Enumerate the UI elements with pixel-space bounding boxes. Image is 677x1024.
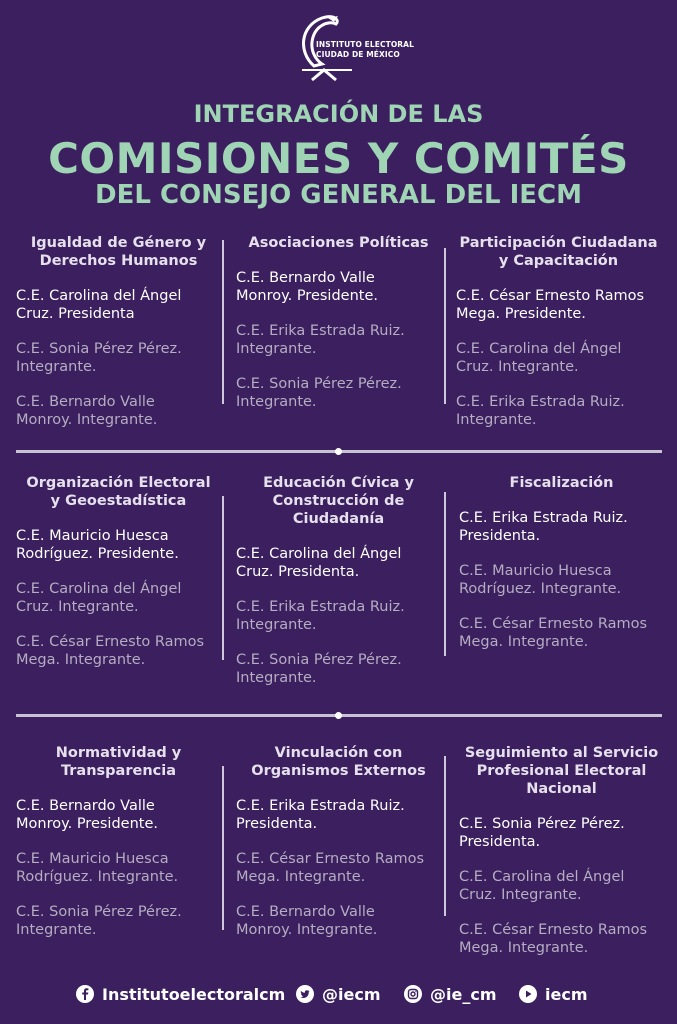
commission-title <box>459 474 664 492</box>
member-line: C.E. Sonia Pérez Pérez. <box>459 816 625 832</box>
commission-title <box>16 744 221 780</box>
commission-card <box>236 234 441 411</box>
commission-member <box>16 580 221 616</box>
commission-member <box>236 375 441 411</box>
instagram-icon <box>404 985 422 1003</box>
member-line: Integrante. <box>236 394 317 410</box>
commission-card <box>16 744 221 939</box>
member-line: Presidenta. <box>459 528 541 544</box>
commission-title-line: Normatividad y <box>55 745 182 761</box>
member-line: Integrante. <box>236 341 317 357</box>
commission-member <box>236 850 441 886</box>
twitter-link[interactable]: @iecm <box>296 980 381 1008</box>
commission-title-line: y Capacitación <box>498 253 619 269</box>
member-line: Integrante. <box>236 617 317 633</box>
social-footer <box>0 980 677 1008</box>
member-line: Cruz. Integrante. <box>16 599 139 615</box>
commission-member <box>456 340 661 376</box>
member-line: Cruz. Integrante. <box>456 359 579 375</box>
commission-title <box>236 474 441 528</box>
divider-vertical <box>444 492 446 656</box>
commission-title <box>16 474 221 510</box>
commission-title-line: Nacional <box>526 781 597 797</box>
member-line: C.E. Mauricio Huesca <box>459 563 612 579</box>
member-line: Presidenta. <box>236 816 318 832</box>
commission-member <box>456 393 661 429</box>
member-line: C.E. Erika Estrada Ruiz. <box>236 599 405 615</box>
commission-card <box>456 234 661 429</box>
commission-title-line: Fiscalización <box>509 475 614 491</box>
divider-dot <box>335 448 342 455</box>
commission-title <box>16 234 221 270</box>
commission-president <box>236 797 441 833</box>
member-line: C.E. César Ernesto Ramos <box>236 851 425 867</box>
commission-title-line: Derechos Humanos <box>39 253 198 269</box>
commission-title-line: Educación Cívica y <box>263 475 414 491</box>
member-line: C.E. Carolina del Ángel <box>459 869 625 885</box>
commission-member <box>236 903 441 939</box>
member-line: Mega. Integrante. <box>459 634 589 650</box>
member-line: Integrante. <box>456 412 537 428</box>
commission-card <box>16 234 221 429</box>
member-line: C.E. Sonia Pérez Pérez. <box>236 652 402 668</box>
member-line: Cruz. Presidenta. <box>236 564 360 580</box>
member-line: C.E. Mauricio Huesca <box>16 851 169 867</box>
divider-vertical <box>222 766 224 930</box>
member-line: C.E. Sonia Pérez Pérez. <box>236 376 402 392</box>
facebook-link[interactable]: Institutoelectoralcm <box>76 980 285 1008</box>
commission-president <box>16 527 221 563</box>
member-line: Cruz. Presidenta <box>16 306 135 322</box>
commission-title-line: Igualdad de Género y <box>30 235 207 251</box>
facebook-icon <box>76 985 94 1003</box>
commission-president <box>459 509 664 545</box>
member-line: Mega. Integrante. <box>236 869 366 885</box>
member-line: C.E. Erika Estrada Ruiz. <box>459 510 628 526</box>
commission-card <box>236 474 441 687</box>
member-line: Mega. Integrante. <box>16 652 146 668</box>
member-line: C.E. César Ernesto Ramos <box>456 288 645 304</box>
commission-title-line: Transparencia <box>60 763 176 779</box>
member-line: C.E. César Ernesto Ramos <box>459 922 648 938</box>
member-line: C.E. Erika Estrada Ruiz. <box>236 798 405 814</box>
member-line: C.E. Bernardo Valle <box>236 904 375 920</box>
commission-member <box>16 850 221 886</box>
commission-title-line: Seguimiento al Servicio <box>464 745 659 761</box>
commission-member <box>459 615 664 651</box>
member-line: C.E. Mauricio Huesca <box>16 528 169 544</box>
commission-member <box>459 921 664 957</box>
instagram-link[interactable]: @ie_cm <box>404 980 497 1008</box>
member-line: C.E. Sonia Pérez Pérez. <box>16 904 182 920</box>
title-line-3: DEL CONSEJO GENERAL DEL IECM <box>95 180 582 210</box>
member-line: C.E. Erika Estrada Ruiz. <box>236 323 405 339</box>
member-line: Integrante. <box>16 359 97 375</box>
member-line: Mega. Integrante. <box>459 940 589 956</box>
member-line: C.E. Bernardo Valle <box>236 270 375 286</box>
commission-member <box>236 651 441 687</box>
commission-title-line: y Geoestadística <box>50 493 187 509</box>
commission-president <box>236 545 441 581</box>
member-line: Mega. Presidente. <box>456 306 586 322</box>
commission-title-line: Vinculación con <box>274 745 403 761</box>
member-line: C.E. Carolina del Ángel <box>456 341 622 357</box>
commission-member <box>236 322 441 358</box>
commission-card <box>459 474 664 651</box>
page-title: COMISIONES Y COMITÉS <box>48 134 629 183</box>
member-line: Cruz. Integrante. <box>459 887 582 903</box>
commission-member <box>459 868 664 904</box>
title-line-1: INTEGRACIÓN DE LAS <box>193 100 484 128</box>
member-line: C.E. Carolina del Ángel <box>16 288 182 304</box>
member-line: C.E. Bernardo Valle <box>16 394 155 410</box>
member-line: C.E. Carolina del Ángel <box>16 581 182 597</box>
commission-title <box>459 744 664 798</box>
divider-vertical <box>444 248 446 404</box>
member-line: C.E. Sonia Pérez Pérez. <box>16 341 182 357</box>
commission-member <box>16 393 221 429</box>
commission-title-line: Ciudadanía <box>292 511 385 527</box>
logo-wordmark: INSTITUTO ELECTORAL CIUDAD DE MÉXICO <box>316 40 414 59</box>
member-line: Monroy. Presidente. <box>16 816 158 832</box>
divider-vertical <box>222 240 224 404</box>
member-line: C.E. Erika Estrada Ruiz. <box>456 394 625 410</box>
divider-vertical <box>444 756 446 916</box>
commission-president <box>456 287 661 323</box>
member-line: Monroy. Integrante. <box>236 922 378 938</box>
member-line: Integrante. <box>16 922 97 938</box>
commission-president <box>236 269 441 305</box>
commission-president <box>16 797 221 833</box>
divider-vertical <box>222 496 224 660</box>
commission-member <box>459 562 664 598</box>
commission-title-line: Organización Electoral <box>26 475 211 491</box>
member-line: C.E. Bernardo Valle <box>16 798 155 814</box>
commission-card <box>459 744 664 957</box>
commission-card <box>16 474 221 669</box>
member-line: Rodríguez. Integrante. <box>16 869 179 885</box>
divider-dot <box>335 712 342 719</box>
commission-member <box>16 903 221 939</box>
member-line: C.E. Carolina del Ángel <box>236 546 402 562</box>
member-line: Rodríguez. Integrante. <box>459 581 622 597</box>
commission-title <box>236 744 441 780</box>
commission-title-line: Asociaciones Políticas <box>248 235 429 251</box>
member-line: Monroy. Presidente. <box>236 288 378 304</box>
member-line: Rodríguez. Presidente. <box>16 546 179 562</box>
member-line: Integrante. <box>236 670 317 686</box>
commission-title-line: Profesional Electoral <box>476 763 647 779</box>
youtube-link[interactable]: iecm <box>519 980 588 1008</box>
member-line: C.E. César Ernesto Ramos <box>16 634 205 650</box>
commission-title-line: Construcción de <box>272 493 405 509</box>
member-line: Monroy. Integrante. <box>16 412 158 428</box>
commission-president <box>459 815 664 851</box>
commission-card <box>236 744 441 939</box>
youtube-icon <box>519 985 537 1003</box>
commission-member <box>236 598 441 634</box>
commission-title <box>456 234 661 270</box>
commission-member <box>16 633 221 669</box>
member-line: C.E. César Ernesto Ramos <box>459 616 648 632</box>
commission-title-line: Participación Ciudadana <box>459 235 658 251</box>
twitter-icon <box>296 985 314 1003</box>
commission-title <box>236 234 441 252</box>
member-line: Presidenta. <box>459 834 541 850</box>
commission-president <box>16 287 221 323</box>
commission-title-line: Organismos Externos <box>251 763 426 779</box>
commission-member <box>16 340 221 376</box>
